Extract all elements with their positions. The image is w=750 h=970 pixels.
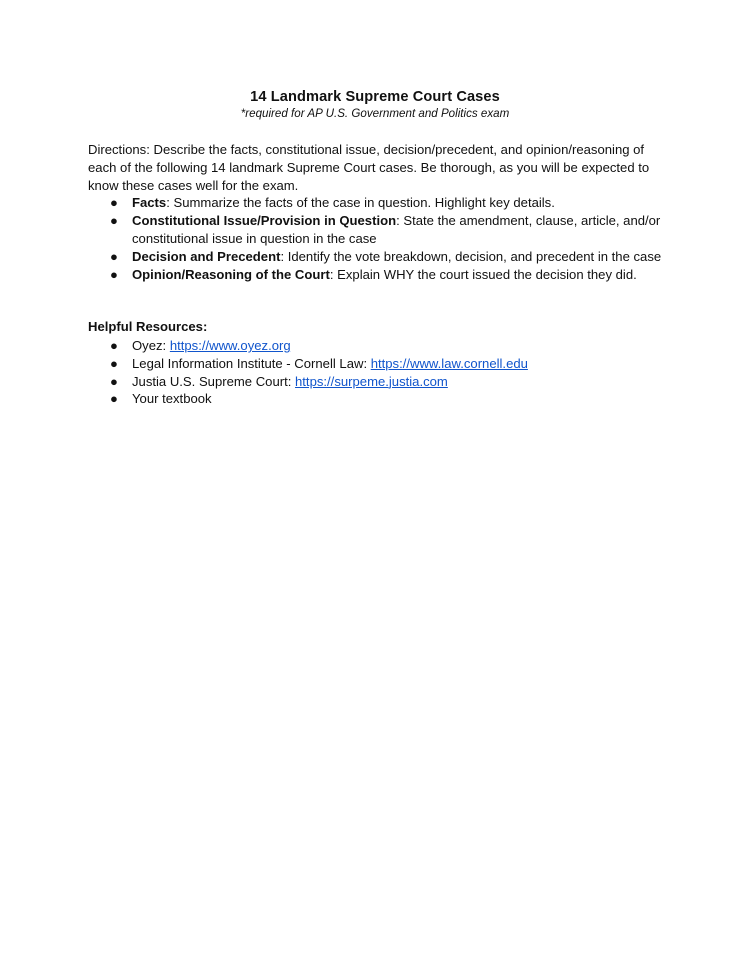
- bullet-icon: ●: [110, 391, 118, 407]
- resource-label: Oyez:: [132, 338, 170, 353]
- resources-section: [88, 337, 668, 408]
- resources-list: [88, 337, 668, 408]
- criteria-desc: : Summarize the facts of the case in question. Highlight key details.: [166, 195, 555, 211]
- resource-label: Your textbook: [132, 391, 212, 407]
- resource-item-justia: [88, 373, 668, 391]
- bullet-icon: ●: [110, 195, 118, 211]
- criteria-desc: : Identify the vote breakdown, decision, and precedent in the case: [280, 248, 662, 264]
- resource-link-cornell[interactable]: https://www.law.cornell.edu: [370, 355, 528, 371]
- criteria-desc: : Explain WHY the court issued the decision they did.: [329, 266, 637, 282]
- bullet-icon: ●: [110, 248, 118, 264]
- directions-section: [88, 141, 668, 283]
- criteria-item-constitutional-issue: [88, 212, 668, 248]
- criteria-term: Constitutional Issue/Provision in Question: [132, 213, 397, 229]
- resource-link-justia[interactable]: https://surpeme.justia.com: [295, 373, 448, 389]
- bullet-icon: ●: [110, 266, 118, 282]
- criteria-item-decision: [88, 248, 668, 266]
- criteria-term: Opinion/Reasoning of the Court: [132, 266, 330, 282]
- document-title: 14 Landmark Supreme Court Cases: [250, 89, 500, 105]
- criteria-desc: : State the amendment, clause, article, and/or constitutional issue in question in the case: [132, 213, 661, 246]
- criteria-item-opinion: [88, 266, 668, 284]
- bullet-icon: ●: [110, 213, 118, 229]
- criteria-term: Decision and Precedent: [132, 248, 281, 264]
- bullet-icon: ●: [110, 355, 118, 371]
- resource-item-oyez: [88, 337, 668, 355]
- resource-item-textbook: [88, 390, 668, 408]
- resources-heading: Helpful Resources:: [88, 319, 208, 334]
- resource-label: Justia U.S. Supreme Court:: [132, 373, 296, 389]
- criteria-list: [88, 194, 668, 283]
- criteria-term: Facts: [132, 195, 167, 211]
- resource-label: Legal Information Institute - Cornell Law:: [132, 355, 371, 371]
- directions-paragraph: Directions: Describe the facts, constitutional issue, decision/precedent, and opinion/reasoning of each of the following 14 landmark Supreme Court cases. Be thorough, as you will be expected to know these cases well for the exam.: [88, 142, 650, 193]
- resource-link-oyez[interactable]: https://www.oyez.org: [169, 338, 291, 353]
- criteria-item-facts: [88, 194, 668, 212]
- document-subtitle: *required for AP U.S. Government and Politics exam: [240, 107, 510, 120]
- bullet-icon: ●: [110, 338, 118, 353]
- resource-item-cornell: [88, 355, 668, 373]
- bullet-icon: ●: [110, 373, 118, 389]
